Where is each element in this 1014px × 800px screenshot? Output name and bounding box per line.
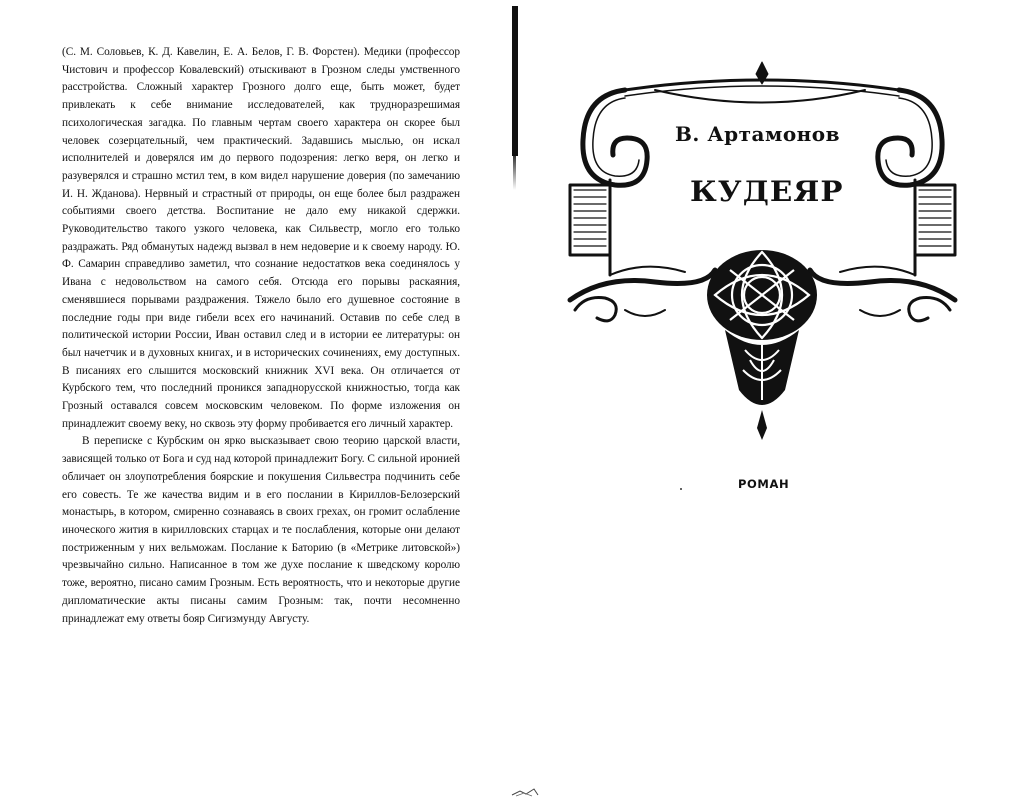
paragraph-2: В переписке с Курбским он ярко высказывает свою теорию царской власти, зависящей только от Бога и суд над которой принадлежит Богу. С сильной иронией обличает он злоупотребления боярские и покушения Сильвестра подчинить себе его совесть. Те же качества видим и в его послании в Кириллов-Белозерский монастырь, в котором, смиренно сознаваясь в своих грехах, он громит ослабление иноческого жития в кирилловских старцах и те послабления, которые они делают постриженным у них вельможам. Послание к Баторию (в «Метрике литовской») чрезвычайно сильно. Написанное в том же духе послание к шведскому королю тоже, вероятно, писано самим Грозным. Есть вероятность, что и некоторые другие дипломатические акты писаны самим Грозным: так, почти несомненно принадлежат ему ответы бояр Сигизмунду Августу. [62,435,460,625]
author-name: В. Артамонов [675,122,841,146]
left-page-text [62,44,460,628]
print-speck [680,488,682,490]
gutter-shadow [512,6,518,156]
gutter-shadow-fade [513,150,516,190]
paragraph-1: (С. М. Соловьев, К. Д. Кавелин, Е. А. Белов, Г. В. Форстен). Медики (профессор Чистович и профессор Ковалевский) отыскивают в Грозном следы умственного расстройства. Сложный характер Грозного долго еще, быть может, будет привлекать к себе внимание исследователей, как трудноразрешимая психологическая загадка. По главным чертам своего характера он скорее был человек созерцательный, чем практический. Задавшись мыслью, он искал исполнителей и доверялся им до первого подозрения: легко веря, он легко и разуверялся и страшно мстил тем, в ком видел нарушение доверия (по замечанию И. Н. Жданова). Нервный и страстный от природы, он еще более был раздражен событиями своего детства. Воспитание не дало ему никакой сдержки. Руководительство такого узкого человека, как Сильвестр, могло его только раздражать. Ряд обманутых надежд вызвал в нем недоверие и к своему народу. Ю. Ф. Самарин справедливо заметил, что сознание недостатков века соединялось у Ивана с недовольством на самого себя. Отсюда его порывы раскаяния, сменявшиеся порывами раздражения. Тяжело было его душевное состояние в последние годы при виде гибели всех его начинаний. Оставив по себе след в политической истории России, Иван оставил след и в истории ее литературы: он был начетчик и в духовных книгах, и в исторических сочинениях, ему доступных. В писаниях его слышится московский книжник XVI века. Он отличается от Курбского тем, что последний проникся западнорусской книжностью, тогда как Грозный оставался совсем московским человеком. По форме изложения он принадлежит своему веку, но сквозь эту форму пробивается его личный характер. [62,46,460,430]
genre-label: РОМАН [738,477,790,491]
knot-ornament-icon [707,250,817,440]
ornament-svg [565,60,960,445]
book-title: КУДЕЯР [690,175,844,208]
scan-mark [510,775,540,797]
ornamental-frame [565,60,960,445]
